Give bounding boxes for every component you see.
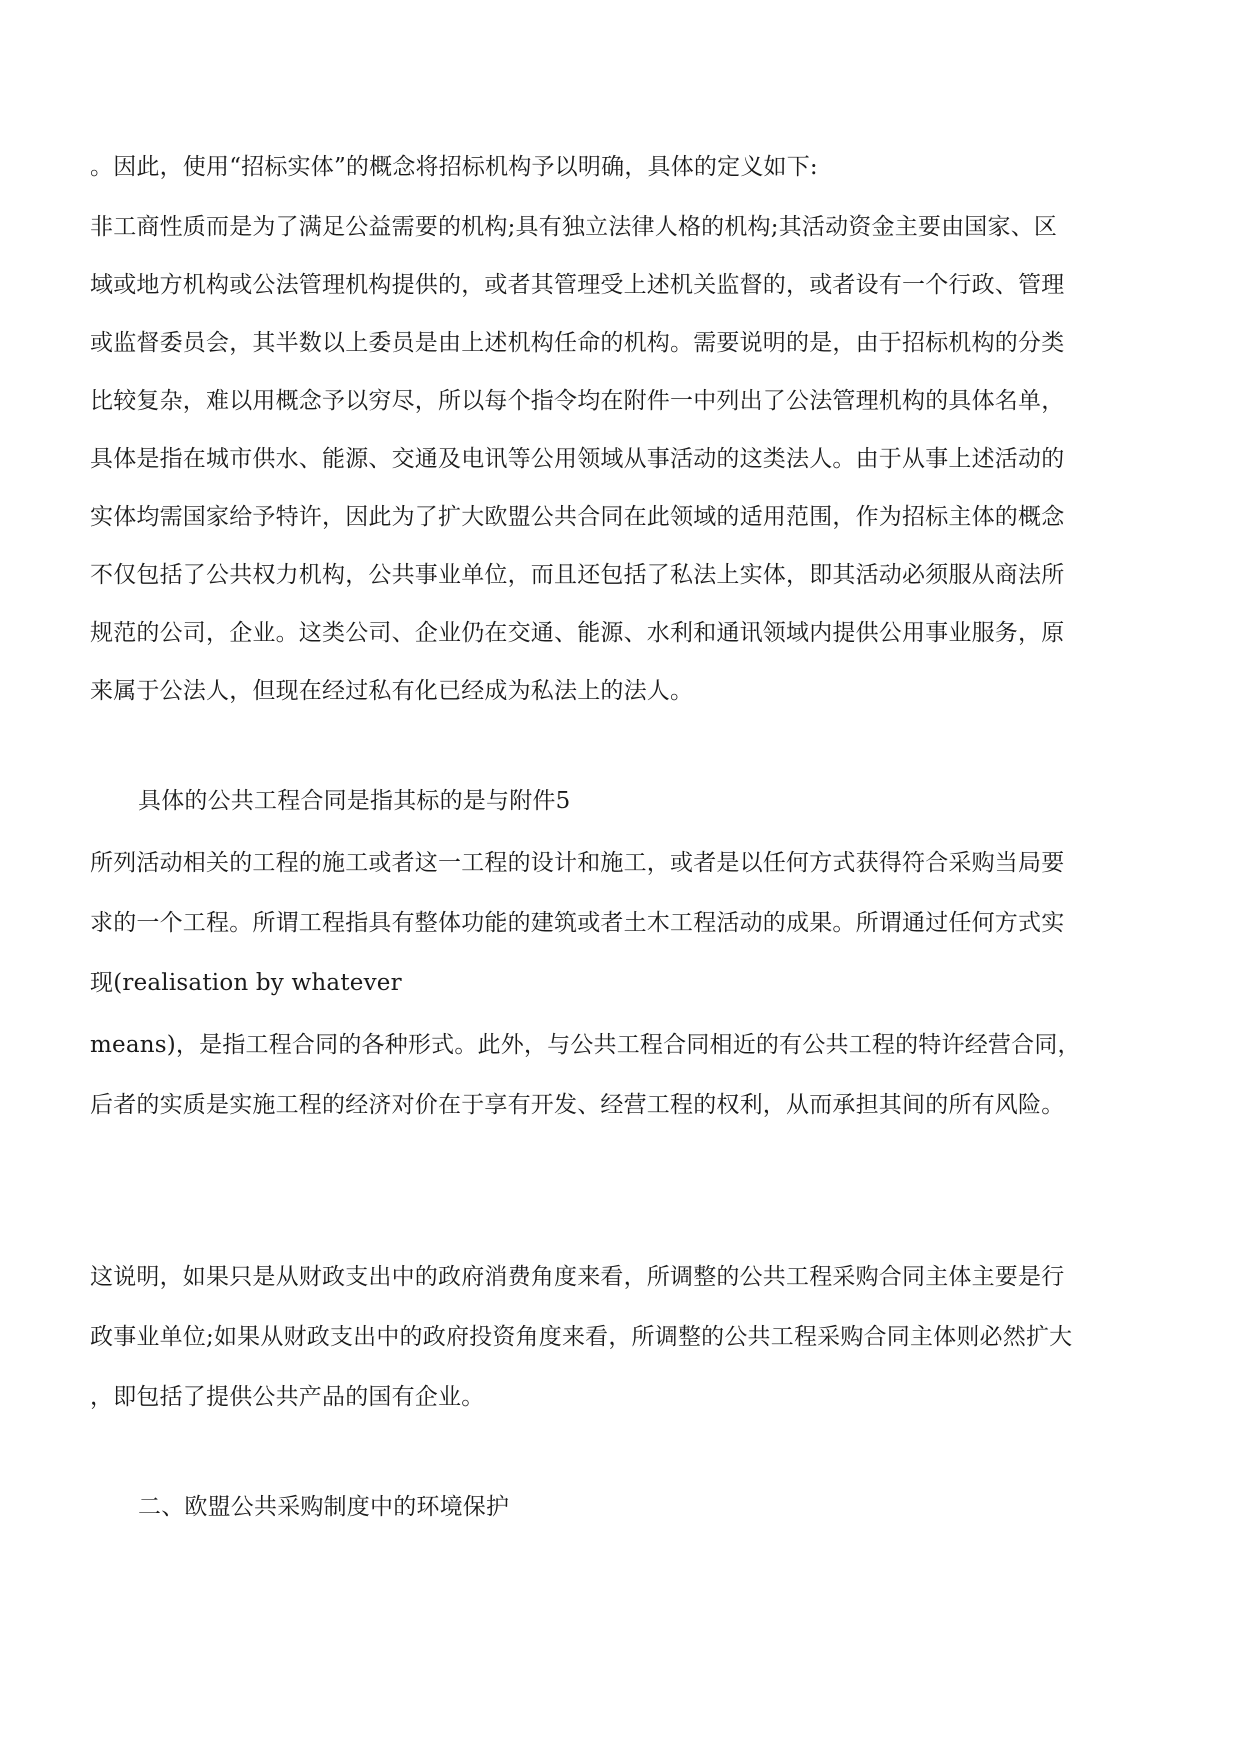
text-line: 域或地方机构或公法管理机构提供的，或者其管理受上述机关监督的，或者设有一个行政、管理 xyxy=(90,272,1065,298)
text-line: 或监督委员会，其半数以上委员是由上述机构任命的机构。需要说明的是，由于招标机构的分类 xyxy=(90,330,1065,356)
text-line: 比较复杂，难以用概念予以穷尽，所以每个指令均在附件一中列出了公法管理机构的具体名单， xyxy=(90,388,1065,414)
text-line: 后者的实质是实施工程的经济对价在于享有开发、经营工程的权利，从而承担其间的所有风险。 xyxy=(90,1092,1065,1118)
text-line: 。因此，使用“招标实体”的概念将招标机构予以明确，具体的定义如下: xyxy=(90,154,818,180)
text-line: 这说明，如果只是从财政支出中的政府消费角度来看，所调整的公共工程采购合同主体主要是行 xyxy=(90,1264,1065,1290)
text-line: 不仅包括了公共权力机构，公共事业单位，而且还包括了私法上实体，即其活动必须服从商法所 xyxy=(90,562,1065,588)
text-line: 实体均需国家给予特许，因此为了扩大欧盟公共合同在此领域的适用范围，作为招标主体的概念 xyxy=(90,504,1065,530)
text-line: 具体的公共工程合同是指其标的是与附件5 xyxy=(138,788,571,814)
text-line: 现(realisation by whatever xyxy=(90,970,402,996)
text-line: means)，是指工程合同的各种形式。此外，与公共工程合同相近的有公共工程的特许经营合同， xyxy=(90,1032,1081,1058)
text-line: 规范的公司，企业。这类公司、企业仍在交通、能源、水利和通讯领域内提供公用事业服务，原 xyxy=(90,620,1065,646)
text-line: 政事业单位;如果从财政支出中的政府投资角度来看，所调整的公共工程采购合同主体则必然扩大 xyxy=(90,1324,1073,1350)
text-line: 非工商性质而是为了满足公益需要的机构;具有独立法律人格的机构;其活动资金主要由国家、区 xyxy=(90,214,1058,240)
section-heading: 二、欧盟公共采购制度中的环境保护 xyxy=(138,1494,510,1520)
text-line: 所列活动相关的工程的施工或者这一工程的设计和施工，或者是以任何方式获得符合采购当局要 xyxy=(90,850,1065,876)
text-line: 求的一个工程。所谓工程指具有整体功能的建筑或者土木工程活动的成果。所谓通过任何方式实 xyxy=(90,910,1065,936)
text-line: 来属于公法人，但现在经过私有化已经成为私法上的法人。 xyxy=(90,678,694,704)
text-line: 具体是指在城市供水、能源、交通及电讯等公用领域从事活动的这类法人。由于从事上述活动的 xyxy=(90,446,1065,472)
text-line: ，即包括了提供公共产品的国有企业。 xyxy=(90,1384,485,1410)
